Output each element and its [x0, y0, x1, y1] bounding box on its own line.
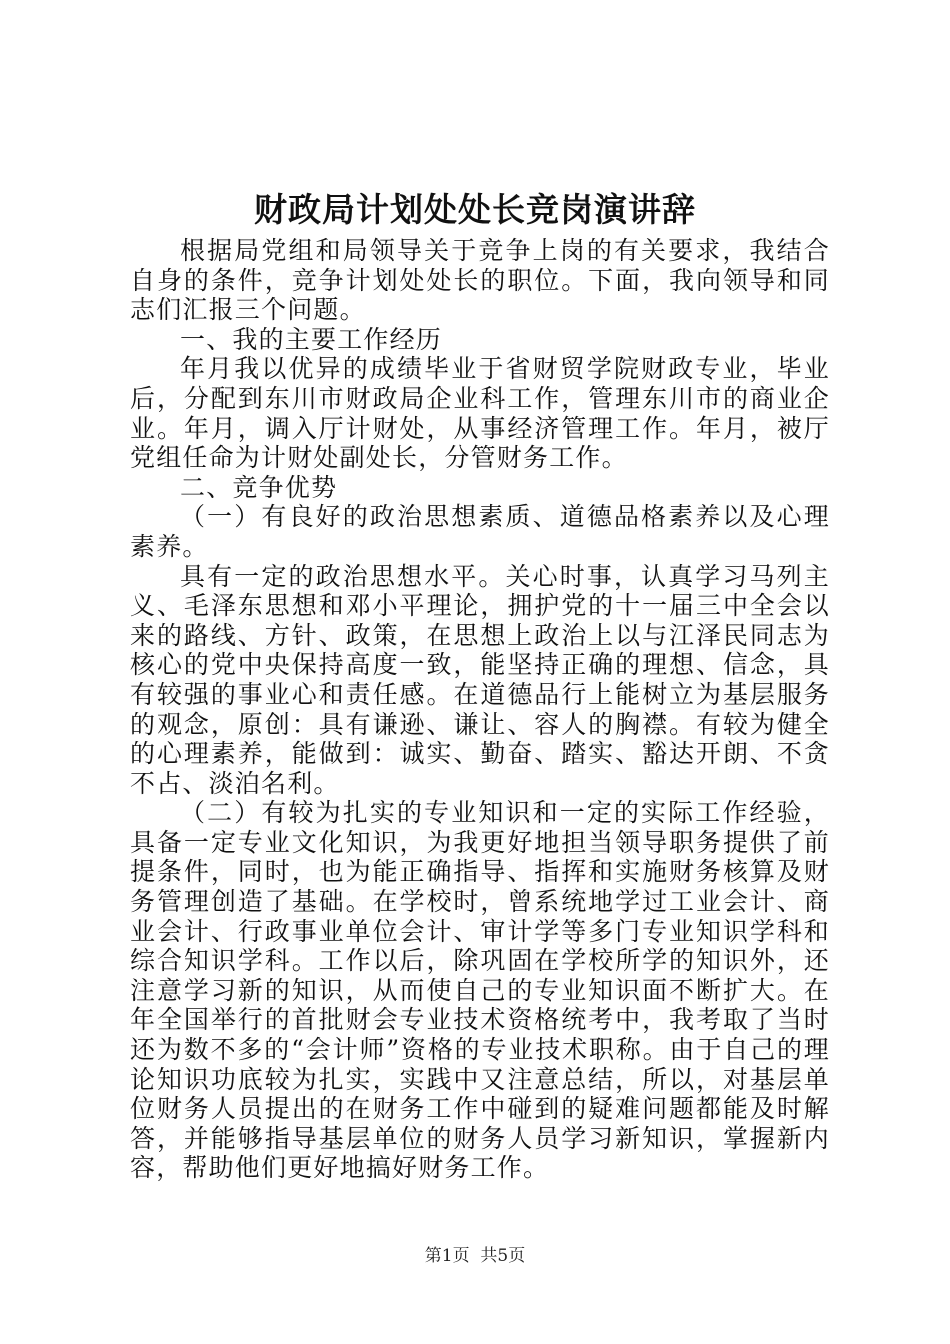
- paragraph-intro: 根据局党组和局领导关于竞争上岗的有关要求，我结合自身的条件，竞争计划处处长的职位。下面，我向领导和同志们汇报三个问题。: [130, 236, 830, 325]
- subsection-heading-quality: （一）有良好的政治思想素质、道德品格素养以及心理素养。: [130, 502, 830, 561]
- page-number: 第1页: [424, 1246, 470, 1266]
- page-total: 共5页: [480, 1246, 526, 1266]
- paragraph-experience: 年月我以优异的成绩毕业于省财贸学院财政专业，毕业后，分配到东川市财政局企业科工作，管理东川市的商业企业。年月，调入厅计财处，从事经济管理工作。年月，被厅党组任命为计财处副处长，分管财务工作。: [130, 354, 830, 473]
- paragraph-professional: （二）有较为扎实的专业知识和一定的实际工作经验，具备一定专业文化知识，为我更好地担当领导职务提供了前提条件，同时，也为能正确指导、指挥和实施财务核算及财务管理创造了基础。在学校时，曾系统地学过工业会计、商业会计、行政事业单位会计、审计学等多门专业知识学科和综合知识学科。工作以后，除巩固在学校所学的知识外，还注意学习新的知识，从而使自己的专业知识面不断扩大。在年全国举行的首批财会专业技术资格统考中，我考取了当时还为数不多的“会计师”资格的专业技术职称。由于自己的理论知识功底较为扎实，实践中又注意总结，所以，对基层单位财务人员提出的在财务工作中碰到的疑难问题都能及时解答，并能够指导基层单位的财务人员学习新知识，掌握新内容，帮助他们更好地搞好财务工作。: [130, 798, 830, 1183]
- section-heading-advantages: 二、竞争优势: [180, 472, 338, 502]
- paragraph-quality: 具有一定的政治思想水平。关心时事，认真学习马列主义、毛泽东思想和邓小平理论，拥护党的十一届三中全会以来的路线、方针、政策，在思想上政治上以与江泽民同志为核心的党中央保持高度一致，能坚持正确的理想、信念，具有较强的事业心和责任感。在道德品行上能树立为基层服务的观念，原创：具有谦逊、谦让、容人的胸襟。有较为健全的心理素养，能做到：诚实、勤奋、踏实、豁达开朗、不贪不占、淡泊名利。: [130, 561, 830, 798]
- document-body: [130, 236, 830, 1183]
- document-title: 财政局计划处处长竞岗演讲辞: [254, 190, 696, 229]
- section-heading-experience: 一、我的主要工作经历: [180, 324, 443, 354]
- page-footer: [0, 1244, 950, 1268]
